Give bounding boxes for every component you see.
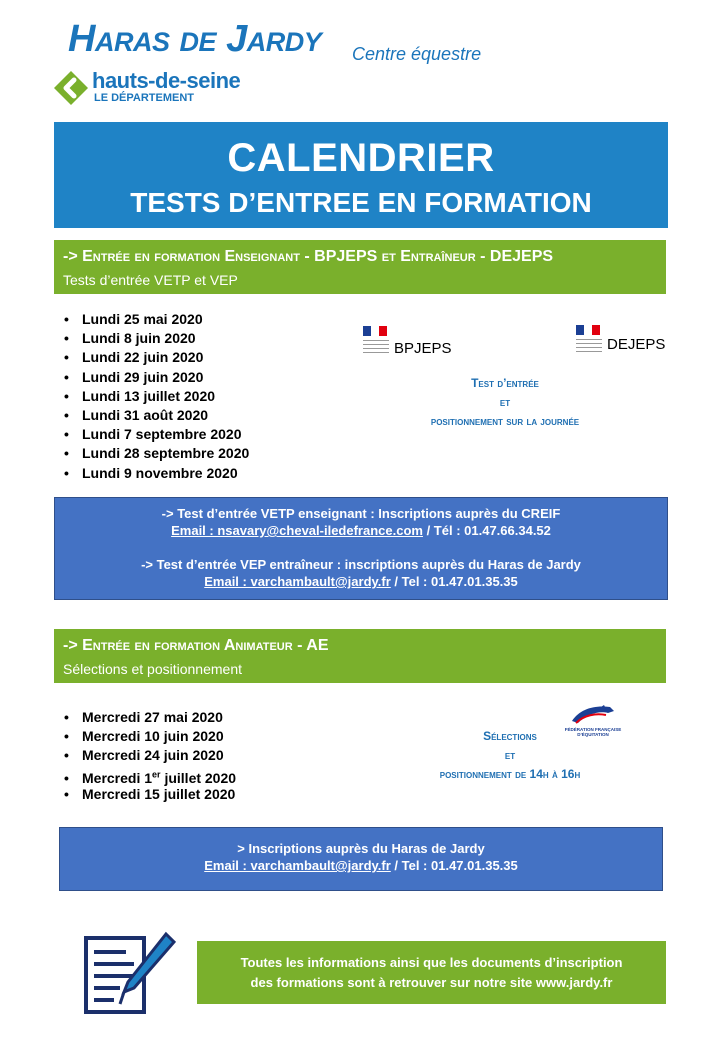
list-item: • Mercredi 1er juillet 2020 [64,769,237,787]
bpjeps-label: BPJEPS [394,340,452,357]
email-link[interactable]: Email : varchambault@jardy.fr [204,574,391,589]
contact-line: -> Test d’entrée VETP enseignant : Inscriptions auprès du CREIF [161,506,561,521]
dejeps-label: DEJEPS [607,336,666,353]
phone-text: / Tél : 01.47.66.34.52 [422,523,551,538]
brand-subtitle: Centre équestre [352,44,482,64]
phone-text: / Tel : 01.47.01.35.35 [390,574,518,589]
brand-logo-text: Haras de Jardy [68,18,322,60]
ffe-horse-logo-icon [568,703,618,725]
list-item: • Mercredi 10 juin 2020 [64,728,224,745]
republique-francaise-logo-icon [361,324,391,358]
list-item: • Lundi 9 novembre 2020 [64,464,238,481]
list-item: • Mercredi 24 juin 2020 [64,747,224,764]
email-link[interactable]: Email : varchambault@jardy.fr [204,858,391,873]
list-item: • Lundi 28 septembre 2020 [64,445,250,462]
ffe-label: FÉDÉRATION FRANÇAISE D’ÉQUITATION [564,727,622,737]
footer-info-box [197,941,666,1004]
section1-date-list [64,310,249,483]
republique-francaise-logo-icon [574,323,604,357]
section2-subtitle: Sélections et positionnement [63,661,242,677]
section2-title: -> Entrée en formation Animateur - AE [63,637,329,654]
section1-title: -> Entrée en formation Enseignant - BPJEPS et Entraîneur - DEJEPS [63,248,554,265]
department-name: hauts-de-seine [92,68,241,93]
page-subtitle: TESTS D’ENTREE EN FORMATION [130,187,592,218]
list-item: • Lundi 13 juillet 2020 [64,387,216,404]
list-item: • Mercredi 15 juillet 2020 [64,785,236,802]
contact-line: > Inscriptions auprès du Haras de Jardy [237,841,485,856]
section1-header [54,240,666,294]
list-item: • Lundi 29 juin 2020 [64,368,204,385]
list-item: • Lundi 8 juin 2020 [64,330,196,347]
department-arrow-icon [53,70,89,106]
list-item: • Lundi 22 juin 2020 [64,349,204,366]
title-band [54,122,668,228]
section2-header [54,629,666,683]
list-item: • Mercredi 27 mai 2020 [64,709,223,725]
phone-text: / Tel : 01.47.01.35.35 [390,858,518,873]
section2-selection-info: Sélections et positionnement de 14h à 16h [439,729,581,781]
section1-contact-box [54,497,668,600]
list-item: • Lundi 25 mai 2020 [64,311,203,327]
page-title: CALENDRIER [227,136,495,180]
list-item: • Lundi 31 août 2020 [64,406,209,423]
section1-test-info: Test d’entrée et positionnement sur la journée [430,376,580,428]
footer-line: Toutes les informations ainsi que les documents d’inscription [240,955,623,970]
contact-line: -> Test d’entrée VEP entraîneur : inscriptions auprès du Haras de Jardy [141,557,581,572]
section1-subtitle: Tests d’entrée VETP et VEP [63,272,238,288]
email-link[interactable]: Email : nsavary@cheval-iledefrance.com [171,523,423,538]
footer-line: des formations sont à retrouver sur notre site www.jardy.fr [250,975,613,990]
department-subtitle: LE DÉPARTEMENT [94,92,195,104]
document-pen-icon [82,930,178,1018]
list-item: • Lundi 7 septembre 2020 [64,426,242,443]
section2-contact-box [59,827,663,891]
section2-date-list [64,708,236,804]
